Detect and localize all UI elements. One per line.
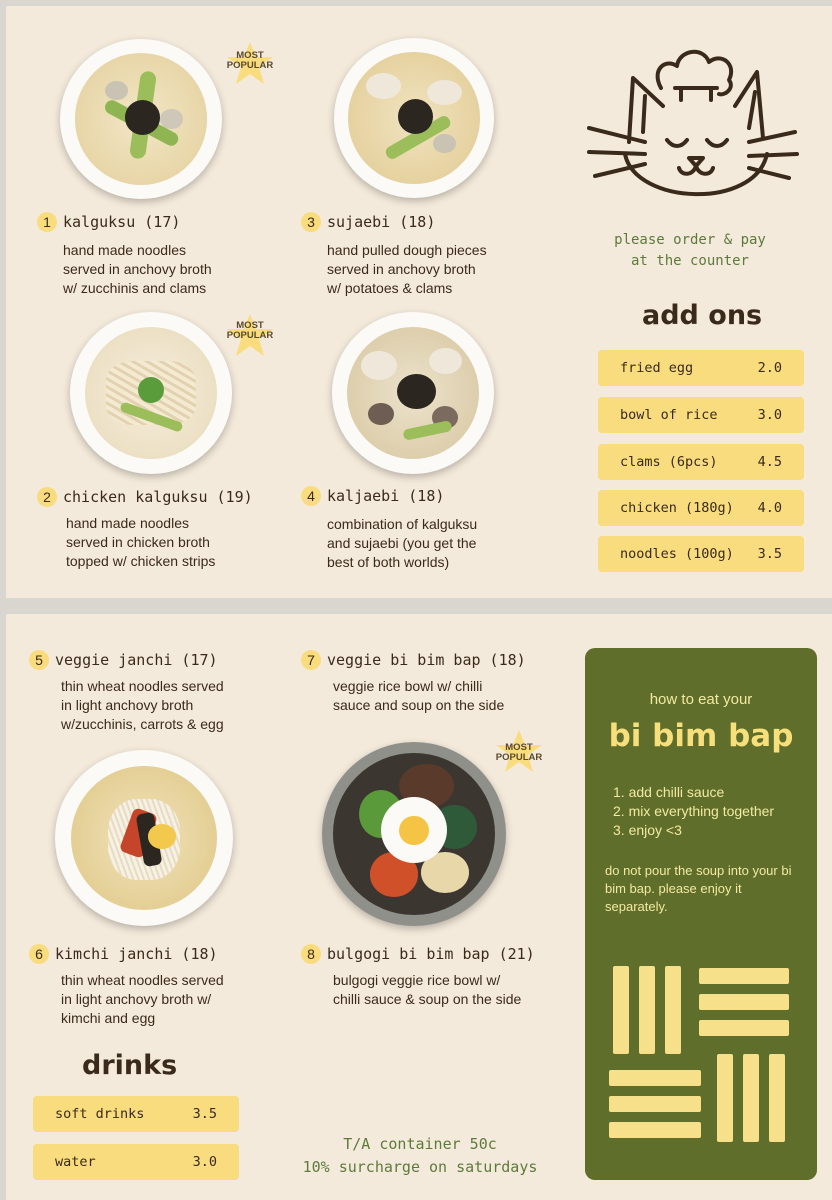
add-on-item: fried egg 2.0 [598,350,804,386]
dish-description: thin wheat noodles served in light anchovy broth w/zucchinis, carrots & egg [61,678,224,732]
dish-description: bulgogi veggie rice bowl w/ chilli sauce & soup on the side [333,972,522,1007]
drinks-title: drinks [82,1050,178,1081]
order-note: please order & pay at the counter [614,232,766,269]
how-to-title: bi bim bap [608,718,794,754]
dish-description: hand made noodles served in anchovy broth w/ zucchinis and clams [63,242,212,296]
how-to-subtitle: how to eat your [649,691,753,708]
footer-note: T/A container 50c 10% surcharge on saturdays [302,1135,538,1176]
dish-title: 5 veggie janchi (17) [29,650,218,670]
how-to-steps: 1. add chilli sauce 2. mix everything together 3. enjoy <3 [613,784,775,838]
dish-number: 3 [301,212,321,232]
dish-number: 5 [29,650,49,670]
how-to-note: do not pour the soup into your bi bim bap. please enjoy it separately. [605,863,792,914]
dish-number: 4 [301,486,321,506]
add-ons-title: add ons [642,300,763,331]
kaljaebi-photo [332,312,494,474]
dish-number: 2 [37,487,57,507]
chicken-kalguksu-photo [70,312,232,474]
chopsticks-decoration [585,958,817,1180]
drink-item: water 3.0 [33,1144,239,1180]
dish-description: veggie rice bowl w/ chilli sauce and soup on the side [333,678,505,713]
add-on-item: clams (6pcs) 4.5 [598,444,804,480]
kalguksu-photo [60,39,222,199]
dish-title: 4 kaljaebi (18) [301,486,444,506]
chef-cat-logo [585,30,800,225]
dish-description: hand made noodles served in chicken broth topped w/ chicken strips [66,515,216,569]
dish-title: 8 bulgogi bi bim bap (21) [301,944,535,964]
most-popular-badge: MOST POPULAR [218,312,282,360]
most-popular-badge: MOST POPULAR [487,728,551,776]
veggie-janchi-photo [55,750,233,926]
most-popular-badge: MOST POPULAR [218,40,282,88]
add-on-item: chicken (180g) 4.0 [598,490,804,526]
add-on-item: bowl of rice 3.0 [598,397,804,433]
sujaebi-photo [334,38,494,198]
dish-title: 6 kimchi janchi (18) [29,944,218,964]
dish-number: 1 [37,212,57,232]
dish-number: 7 [301,650,321,670]
dish-description: combination of kalguksu and sujaebi (you get the best of both worlds) [327,516,478,570]
dish-description: hand pulled dough pieces served in anchovy broth w/ potatoes & clams [327,242,487,296]
dish-number: 8 [301,944,321,964]
dish-description: thin wheat noodles served in light anchovy broth w/ kimchi and egg [61,972,224,1026]
bibimbap-photo [322,742,506,926]
add-on-item: noodles (100g) 3.5 [598,536,804,572]
dish-title: 3 sujaebi (18) [301,212,435,232]
how-to-eat-card [585,648,817,1180]
dish-title: 7 veggie bi bim bap (18) [301,650,526,670]
dish-title: 2 chicken kalguksu (19) [37,487,253,507]
dish-number: 6 [29,944,49,964]
drink-item: soft drinks 3.5 [33,1096,239,1132]
dish-title: 1 kalguksu (17) [37,212,180,232]
